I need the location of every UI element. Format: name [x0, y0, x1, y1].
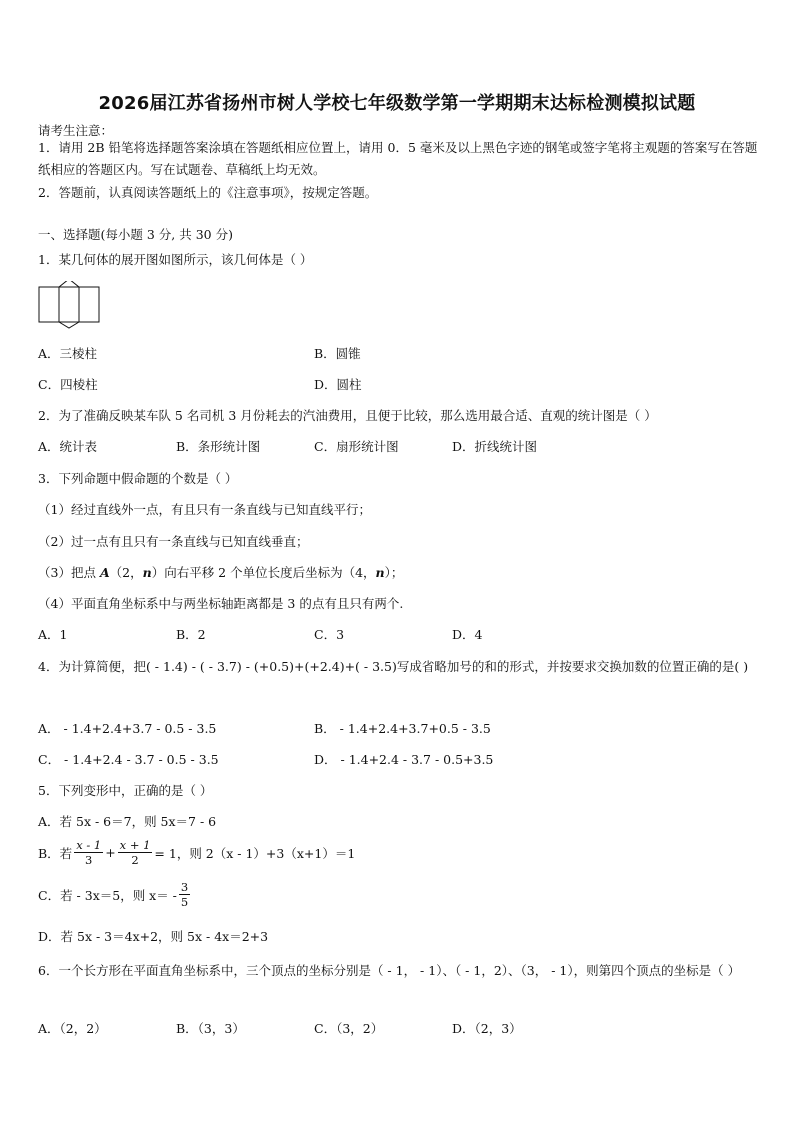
- plus-sign: +: [105, 845, 116, 860]
- question-4-option-a[interactable]: A． - 1.4+2.4+3.7 - 0.5 - 3.5: [38, 721, 217, 736]
- question-3-statement-4: （4）平面直角坐标系中与两坐标轴距离都是 3 的点有且只有两个.: [38, 596, 404, 611]
- question-3-statement-2: （2）过一点有且只有一条直线与已知直线垂直；: [38, 534, 309, 549]
- question-5-option-c[interactable]: [38, 880, 192, 909]
- fraction-numerator: x + 1: [119, 838, 151, 852]
- fraction: [74, 838, 103, 867]
- question-5-stem: 5．下列变形中，正确的是（ ）: [38, 783, 213, 798]
- question-1-option-c[interactable]: C．四棱柱: [38, 377, 98, 392]
- question-1-stem: 1．某几何体的展开图如图所示，该几何体是（ ）: [38, 252, 313, 267]
- notice-item-1: 1．请用 2B 铅笔将选择题答案涂填在答题纸相应位置上，请用 0．5 毫米及以上黑色字迹的钢笔或签字笔将主观题的答案写在答题纸相应的答题区内。写在试题卷、草稿纸上均无效。: [38, 140, 758, 177]
- question-6-option-c[interactable]: C．（3，2）: [314, 1021, 384, 1036]
- question-5-option-a[interactable]: A．若 5x - 6＝7，则 5x＝7 - 6: [38, 814, 217, 829]
- question-2-option-c[interactable]: C．扇形统计图: [314, 439, 399, 454]
- question-1-option-b[interactable]: B．圆锥: [314, 346, 361, 361]
- option-b-prefix: B．若: [38, 845, 73, 861]
- question-1-option-d[interactable]: D．圆柱: [314, 377, 362, 392]
- question-6-option-b[interactable]: B．（3，3）: [176, 1021, 245, 1036]
- fraction-denominator: 5: [180, 895, 189, 909]
- question-5-option-d[interactable]: D．若 5x - 3＝4x+2，则 5x - 4x＝2+3: [38, 929, 269, 944]
- point-a-label: A: [99, 565, 110, 580]
- statement-3-part: （3）把点: [38, 565, 100, 580]
- statement-3-part: ）；: [384, 565, 404, 580]
- question-3-statement-1: （1）经过直线外一点，有且只有一条直线与已知直线平行；: [38, 502, 371, 517]
- question-2-stem: 2．为了准确反映某车队 5 名司机 3 月份耗去的汽油费用，且便于比较，那么选用最合适、直观的统计图是（ ）: [38, 408, 657, 423]
- fraction: [118, 838, 153, 867]
- question-2-option-d[interactable]: D．折线统计图: [452, 439, 538, 454]
- question-4-stem: 4．为计算简便，把( - 1.4) - ( - 3.7) - (+0.5)+(+2.4)+( - 3.5)写成省略加号的和的形式，并按要求交换加数的位置正确的是( ): [38, 659, 749, 674]
- section-heading: 一、选择题(每小题 3 分, 共 30 分): [38, 227, 233, 242]
- question-3-option-d[interactable]: D．4: [452, 627, 483, 642]
- question-4-option-c[interactable]: C． - 1.4+2.4 - 3.7 - 0.5 - 3.5: [38, 752, 219, 767]
- statement-3-part: （2，: [109, 565, 143, 580]
- option-c-prefix: C．若 - 3x＝5，则 x＝ -: [38, 887, 177, 903]
- variable-n: n: [142, 565, 152, 580]
- question-6-option-d[interactable]: D．（2，3）: [452, 1021, 522, 1036]
- question-1-option-a[interactable]: A．三棱柱: [38, 346, 98, 361]
- prism-net-figure: [38, 281, 102, 329]
- question-3-stem: 3．下列命题中假命题的个数是（ ）: [38, 471, 238, 486]
- question-4-option-b[interactable]: B． - 1.4+2.4+3.7+0.5 - 3.5: [314, 721, 491, 736]
- notice-heading: 请考生注意：: [38, 123, 114, 138]
- question-6-stem: 6．一个长方形在平面直角坐标系中，三个顶点的坐标分别是（ - 1， - 1）、（ - 1，2）、（3， - 1），则第四个顶点的坐标是（ ）: [38, 963, 741, 978]
- question-4-option-d[interactable]: D． - 1.4+2.4 - 3.7 - 0.5+3.5: [314, 752, 494, 767]
- option-b-suffix: = 1，则 2（x - 1）+3（x+1）＝1: [154, 845, 356, 861]
- question-3-statement-3: [38, 563, 403, 581]
- question-2-option-a[interactable]: A．统计表: [38, 439, 98, 454]
- fraction-denominator: 3: [85, 853, 93, 867]
- notice-item-2: 2．答题前，认真阅读答题纸上的《注意事项》，按规定答题。: [38, 185, 378, 200]
- page-title: 2026届江苏省扬州市树人学校七年级数学第一学期期末达标检测模拟试题: [98, 93, 696, 114]
- fraction: [179, 880, 190, 909]
- fraction-numerator: x - 1: [76, 838, 102, 852]
- fraction-numerator: 3: [180, 880, 189, 894]
- question-5-option-b[interactable]: [38, 838, 355, 867]
- statement-3-part: ）向右平移 2 个单位长度后坐标为（4，: [151, 565, 376, 580]
- fraction-denominator: 2: [131, 853, 139, 867]
- question-3-option-a[interactable]: A．1: [38, 627, 68, 642]
- variable-n: n: [375, 565, 385, 580]
- question-3-option-b[interactable]: B．2: [176, 627, 206, 642]
- question-3-option-c[interactable]: C．3: [314, 627, 345, 642]
- question-2-option-b[interactable]: B．条形统计图: [176, 439, 261, 454]
- question-6-option-a[interactable]: A．（2，2）: [38, 1021, 107, 1036]
